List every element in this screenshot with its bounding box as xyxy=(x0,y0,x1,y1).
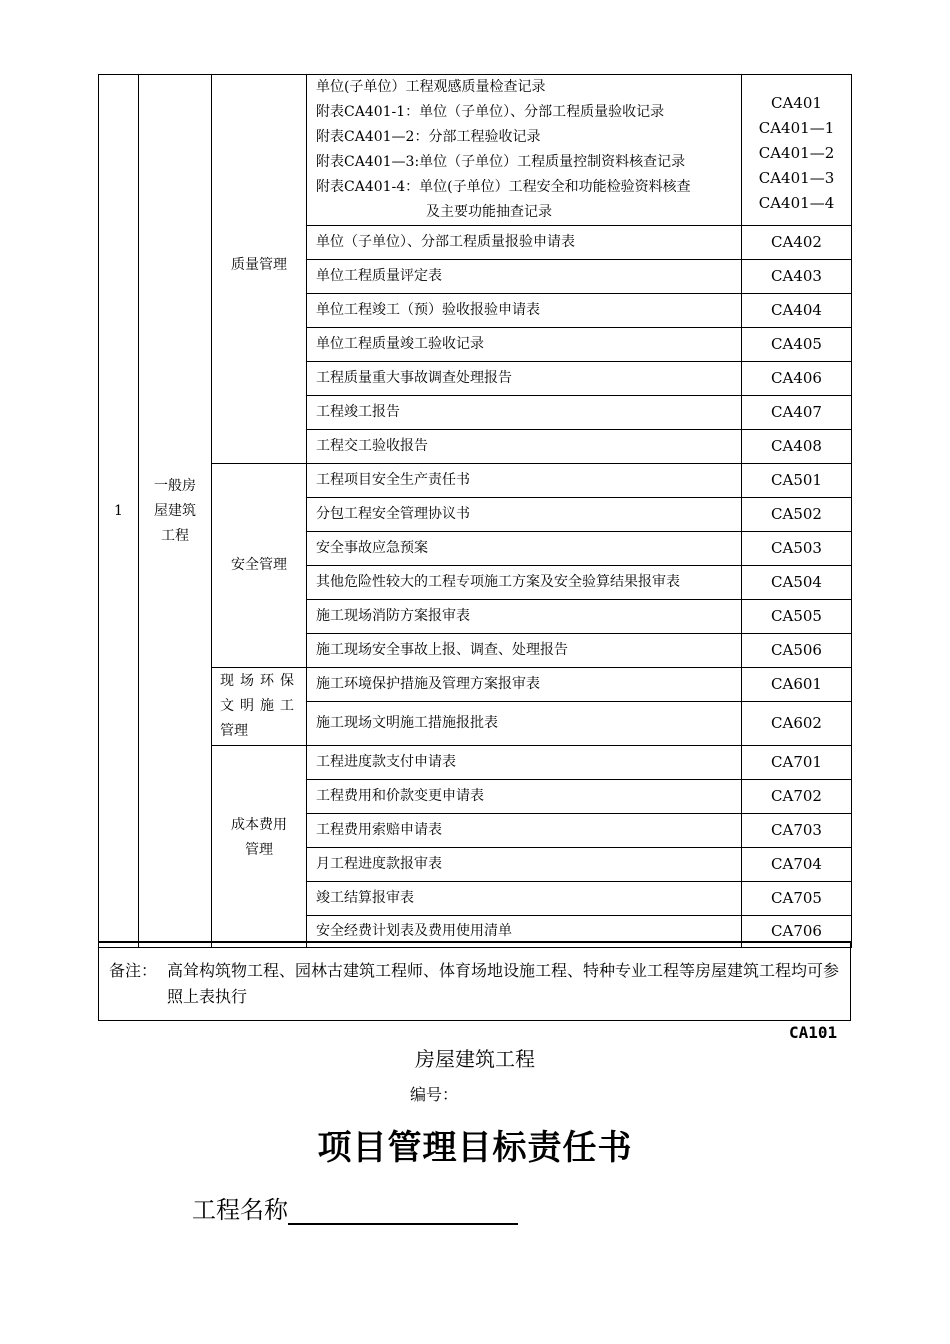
code-cell: CA601 xyxy=(742,668,852,702)
doc-cell: 其他危险性较大的工程专项施工方案及安全验算结果报审表 xyxy=(307,566,742,600)
code-cell: CA704 xyxy=(742,848,852,882)
doc-cell: 施工环境保护措施及管理方案报审表 xyxy=(307,668,742,702)
env-label-line: 现场环保 xyxy=(220,673,300,689)
cover-subtitle: 房屋建筑工程 xyxy=(415,1047,535,1071)
safety-group-label: 安全管理 xyxy=(212,464,307,668)
code-cell: CA407 xyxy=(742,396,852,430)
doc-cell: 工程竣工报告 xyxy=(307,396,742,430)
code-cell: CA504 xyxy=(742,566,852,600)
cover-title: 项目管理目标责任书 xyxy=(317,1128,633,1168)
code-cell: CA602 xyxy=(742,702,852,746)
env-group-label xyxy=(212,668,307,746)
code-cell: CA408 xyxy=(742,430,852,464)
code-cell: CA703 xyxy=(742,814,852,848)
doc-cell: 安全经费计划表及费用使用清单 xyxy=(307,916,742,948)
doc-cell: 工程项目安全生产责任书 xyxy=(307,464,742,498)
category-line: 工程 xyxy=(161,527,189,544)
project-name-blank-line xyxy=(288,1199,518,1225)
category-cell xyxy=(139,75,212,948)
quality-multi-code-cell xyxy=(742,75,852,226)
code-cell: CA705 xyxy=(742,882,852,916)
code-cell: CA402 xyxy=(742,226,852,260)
quality-multi-doc-cell xyxy=(307,75,742,226)
doc-cell: 工程费用索赔申请表 xyxy=(307,814,742,848)
cover-number-label: 编号： xyxy=(410,1085,459,1104)
doc-cell: 施工现场消防方案报审表 xyxy=(307,600,742,634)
code-cell: CA505 xyxy=(742,600,852,634)
doc-line: 单位(子单位）工程观感质量检查记录 xyxy=(316,79,546,95)
code-cell: CA405 xyxy=(742,328,852,362)
doc-cell: 单位（子单位）、分部工程质量报验申请表 xyxy=(307,226,742,260)
cost-group-label xyxy=(212,746,307,948)
category-line: 屋建筑 xyxy=(154,502,196,519)
code-line: CA401—1 xyxy=(758,118,835,137)
form-code: CA101 xyxy=(789,1023,838,1042)
code-line: CA401—2 xyxy=(758,143,835,162)
code-cell: CA403 xyxy=(742,260,852,294)
code-line: CA401 xyxy=(771,93,822,112)
row-number: 1 xyxy=(99,75,139,948)
category-line: 一般房 xyxy=(154,477,196,494)
doc-line: 及主要功能抽查记录 xyxy=(426,204,552,220)
doc-cell: 工程质量重大事故调查处理报告 xyxy=(307,362,742,396)
env-label-line: 管理 xyxy=(220,723,248,739)
doc-cell: 工程费用和价款变更申请表 xyxy=(307,780,742,814)
code-cell: CA501 xyxy=(742,464,852,498)
doc-cell: 月工程进度款报审表 xyxy=(307,848,742,882)
document-list-table xyxy=(98,74,852,948)
doc-line: 附表CA401-4：单位(子单位）工程安全和功能检验资料核查 xyxy=(316,179,691,195)
doc-cell: 施工现场文明施工措施报批表 xyxy=(307,702,742,746)
code-line: CA401—3 xyxy=(758,168,835,187)
doc-cell: 分包工程安全管理协议书 xyxy=(307,498,742,532)
code-line: CA401—4 xyxy=(758,193,835,212)
doc-cell: 单位工程质量评定表 xyxy=(307,260,742,294)
code-cell: CA702 xyxy=(742,780,852,814)
doc-line: 附表CA401—3:单位（子单位）工程质量控制资料核查记录 xyxy=(316,154,686,170)
cost-label-line: 成本费用 xyxy=(231,816,287,833)
code-cell: CA503 xyxy=(742,532,852,566)
remarks-text: 高耸构筑物工程、园林古建筑工程师、体育场地设施工程、特种专业工程等房屋建筑工程均可参照上表执行 xyxy=(167,961,840,1006)
remarks-label: 备注： xyxy=(109,961,158,980)
remarks-content xyxy=(109,958,844,1010)
code-cell: CA404 xyxy=(742,294,852,328)
doc-cell: 安全事故应急预案 xyxy=(307,532,742,566)
doc-cell: 竣工结算报审表 xyxy=(307,882,742,916)
quality-group-label: 质量管理 xyxy=(212,75,307,464)
code-cell: CA506 xyxy=(742,634,852,668)
doc-cell: 工程交工验收报告 xyxy=(307,430,742,464)
doc-cell: 单位工程竣工（预）验收报验申请表 xyxy=(307,294,742,328)
doc-cell: 施工现场安全事故上报、调查、处理报告 xyxy=(307,634,742,668)
code-cell: CA706 xyxy=(742,916,852,948)
doc-line: 附表CA401—2：分部工程验收记录 xyxy=(316,129,541,145)
code-cell: CA406 xyxy=(742,362,852,396)
doc-cell: 单位工程质量竣工验收记录 xyxy=(307,328,742,362)
env-label-line: 文明施工 xyxy=(220,698,300,714)
doc-line: 附表CA401-1：单位（子单位）、分部工程质量验收记录 xyxy=(316,104,665,120)
remarks-box xyxy=(98,941,851,1021)
project-name-row xyxy=(192,1190,518,1225)
cost-label-line: 管理 xyxy=(245,841,273,858)
code-cell: CA502 xyxy=(742,498,852,532)
doc-cell: 工程进度款支付申请表 xyxy=(307,746,742,780)
code-cell: CA701 xyxy=(742,746,852,780)
project-name-label: 工程名称 xyxy=(192,1196,288,1224)
